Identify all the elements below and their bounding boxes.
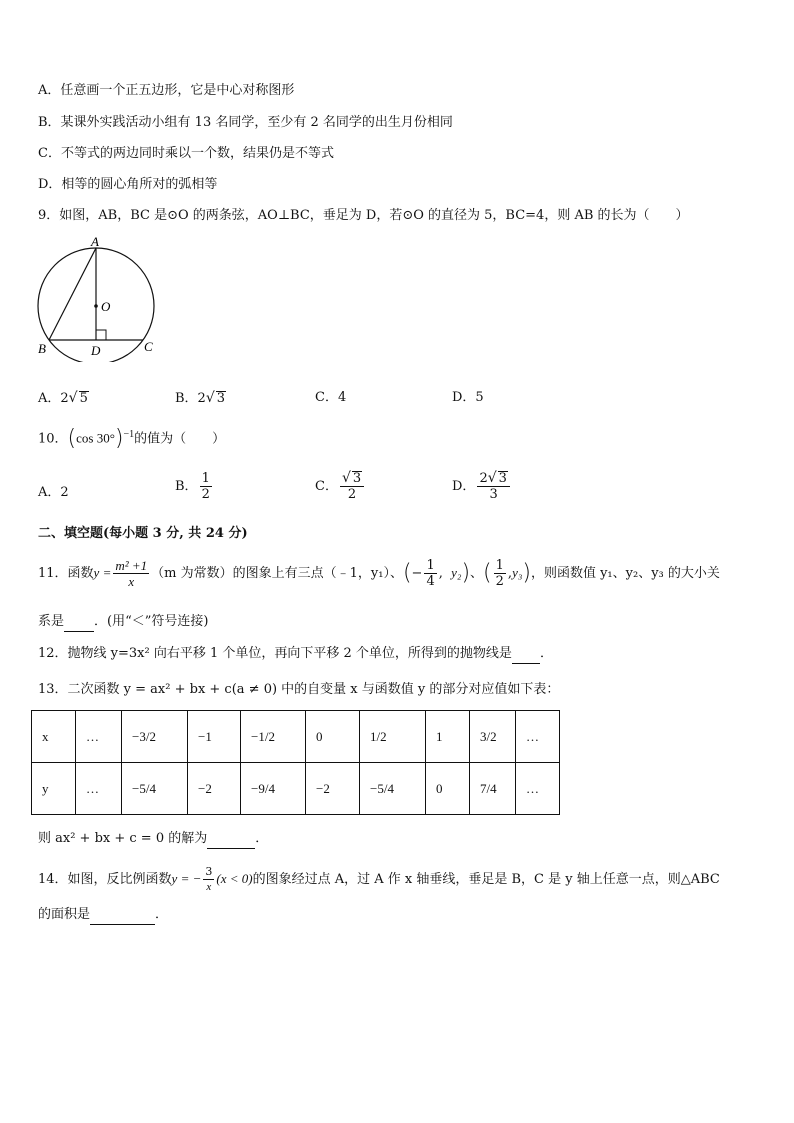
q14-pre: 14．如图，反比例函数: [38, 872, 172, 887]
q13-after-text: 则 ax² + bx + c = 0 的解为: [38, 831, 208, 846]
q9-option-a-radicand: 5: [79, 391, 88, 406]
denominator: 3: [489, 487, 498, 502]
q11-note: （m 为常数）的图象上有三点（﹣1，y₁）、: [151, 566, 403, 581]
q11-fraction: [113, 558, 149, 589]
table-cell: −1/2: [241, 711, 306, 763]
sqrt-sign: √: [341, 470, 351, 486]
denominator: 2: [347, 487, 357, 502]
q12-stem: [38, 645, 553, 664]
q13-after: [38, 830, 268, 849]
q14-line2-tail: ．: [155, 907, 169, 922]
q11-point2-y: y₂: [451, 565, 462, 580]
center-dot: [94, 304, 98, 308]
paren-left: (: [67, 425, 77, 451]
q10-option-c: [315, 471, 366, 502]
numerator: 3: [205, 865, 213, 878]
table-cell: −1: [188, 711, 241, 763]
q14-func-pre: y = −: [171, 871, 202, 886]
q14-func-cond: (x < 0): [216, 871, 253, 886]
q11-tail: ，则函数值 y₁、y₂、y₃ 的大小关: [530, 566, 720, 581]
q10-number: 10．: [38, 431, 68, 447]
q11-line2-tail: ．(用“＜”符号连接): [94, 614, 209, 629]
q8-option-d: D．相等的圆心角所对的弧相等: [38, 177, 218, 192]
numerator: m² +1: [115, 558, 148, 573]
q10-exponent: −1: [123, 429, 135, 440]
radicand: 3: [352, 471, 362, 486]
q8-option-a: A．任意画一个正五边形，它是中心对称图形: [38, 83, 295, 98]
answer-blank[interactable]: [90, 906, 155, 925]
numerator: 1: [426, 558, 435, 573]
q10-option-b-label: B．: [175, 479, 198, 494]
q9-option-c: C．4: [315, 390, 347, 405]
denominator: 2: [495, 574, 504, 589]
q10-option-a: A．2: [38, 485, 69, 500]
label-o: O: [101, 299, 111, 314]
answer-blank[interactable]: [64, 613, 94, 632]
q11-point3-x: [494, 558, 506, 589]
sqrt-sign: √: [205, 390, 215, 406]
q12-tail: ．: [539, 646, 553, 661]
table-cell: −5/4: [122, 763, 188, 815]
q11-point3-y: y₃: [512, 565, 523, 580]
q9-option-b: [175, 389, 226, 408]
q11-stem: 11．函数y = $\frac{\text{m² +1}}{x}$ （m 为常数）的图象上有三点（﹣1，y₁）、(− $\frac{1}{4}$ , y₂)、( $\frac{1}{2}$ ,y₃)，则函数值 y₁、y₂、y₃ 的大小关: [38, 558, 720, 589]
q9-option-a-prefix: A．2: [38, 391, 69, 406]
table-cell: −3/2: [122, 711, 188, 763]
table-cell: y: [32, 763, 76, 815]
fraction: [200, 471, 212, 502]
q14-fraction: [203, 864, 214, 895]
table-cell: 1/2: [360, 711, 426, 763]
q9-option-b-prefix: B．2: [175, 391, 206, 406]
paren-left: (: [483, 560, 492, 586]
q11-number: 11．函数: [38, 566, 94, 581]
table-cell: …: [516, 763, 560, 815]
table-cell: …: [516, 711, 560, 763]
table-cell: −2: [188, 763, 241, 815]
label-c: C: [144, 339, 153, 354]
label-a: A: [91, 234, 99, 249]
q10-expression: cos 30°: [76, 430, 115, 446]
q13-after-tail: ．: [255, 831, 269, 846]
q10-stem: [38, 425, 226, 451]
denominator: 2: [201, 487, 210, 502]
table-cell: −2: [306, 763, 360, 815]
table-cell: 1: [426, 711, 470, 763]
fraction: [477, 471, 509, 502]
right-angle-mark: [96, 330, 106, 340]
q9-option-d: D．5: [452, 390, 484, 405]
q9-circle-figure: [28, 232, 168, 362]
q14-line2-text: 的面积是: [38, 907, 91, 922]
table-cell: 7/4: [470, 763, 516, 815]
q8-option-c: C．不等式的两边同时乘以一个数，结果仍是不等式: [38, 146, 334, 161]
paren-right: ): [114, 425, 124, 451]
chord-ab: [49, 248, 96, 340]
denominator: 4: [426, 574, 435, 589]
table-cell: x: [32, 711, 76, 763]
q8-option-b: B．某课外实践活动小组有 13 名同学，至少有 2 名同学的出生月份相同: [38, 115, 453, 130]
paren-right: ): [522, 560, 531, 586]
q14-post: 的图象经过点 A，过 A 作 x 轴垂线，垂足是 B，C 是 y 轴上任意一点，则△ABC: [252, 872, 720, 887]
section-heading: 二、填空题(每小题 3 分, 共 24 分): [38, 526, 248, 541]
table-cell: 0: [426, 763, 470, 815]
q11-line2-text: 系是: [38, 614, 65, 629]
paren-left: (: [402, 560, 412, 586]
label-b: B: [38, 341, 46, 356]
fraction: [340, 471, 364, 502]
q10-option-d-label: D．: [452, 479, 476, 494]
answer-blank[interactable]: [207, 830, 255, 849]
q9-stem: 9．如图，AB，BC 是⊙O 的两条弦，AO⊥BC，垂足为 D，若⊙O 的直径为 5，BC=4，则 AB 的长为（ ）: [38, 208, 689, 223]
denominator: x: [206, 881, 212, 893]
q9-option-a: [38, 389, 89, 408]
q10-option-b: [175, 471, 214, 502]
table-row-y: [32, 763, 560, 815]
q10-option-c-label: C．: [315, 479, 338, 494]
sqrt-sign: √: [487, 470, 497, 486]
table-cell: 0: [306, 711, 360, 763]
label-d: D: [91, 343, 101, 358]
coefficient: 2: [479, 471, 488, 486]
q13-stem: 13．二次函数 y = ax² + bx + c(a ≠ 0) 中的自变量 x 与函数值 y 的部分对应值如下表：: [38, 682, 560, 697]
numerator: 1: [495, 558, 504, 573]
table-cell: 3/2: [470, 711, 516, 763]
q10-option-d: [452, 471, 512, 502]
table-cell: −9/4: [241, 763, 306, 815]
numerator: [477, 471, 509, 487]
minus-sign: −: [411, 566, 423, 581]
answer-blank[interactable]: [512, 645, 540, 664]
table-cell: …: [76, 763, 122, 815]
paren-right: ): [461, 560, 471, 586]
numerator: 1: [201, 471, 210, 486]
table-cell: …: [76, 711, 122, 763]
q12-text: 12．抛物线 y=3x² 向右平移 1 个单位，再向下平移 2 个单位，所得到的抛物线是: [38, 646, 512, 661]
radicand: 3: [498, 471, 507, 486]
q10-tail: 的值为（ ）: [134, 431, 226, 447]
numerator: [340, 471, 364, 487]
table-row-x: [32, 711, 560, 763]
q9-option-b-radicand: 3: [216, 391, 226, 406]
denominator: x: [128, 574, 135, 589]
sqrt-sign: √: [68, 390, 78, 406]
q13-value-table: [31, 710, 560, 815]
q11-point2-x: [424, 558, 436, 589]
q11-line2: [38, 613, 208, 632]
q11-y-eq: y =: [93, 565, 112, 580]
table-cell: −5/4: [360, 763, 426, 815]
q14-line2: [38, 906, 168, 925]
q14-stem: [38, 864, 720, 895]
